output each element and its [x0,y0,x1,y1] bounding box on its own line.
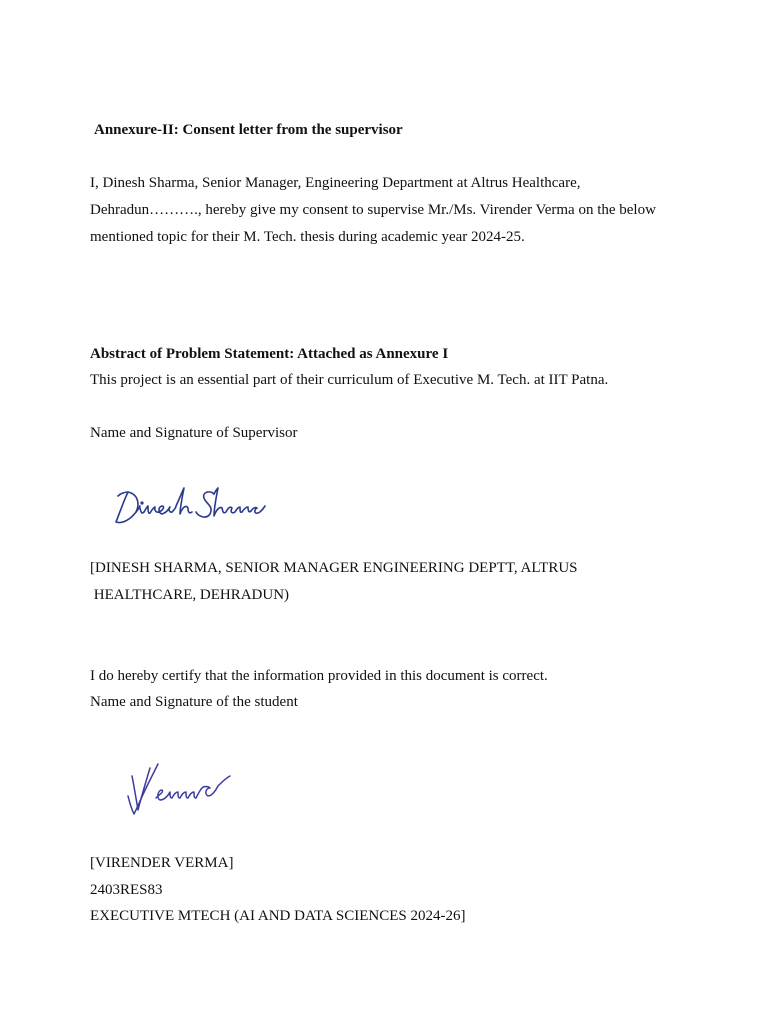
student-signature [122,758,237,822]
student-program: EXECUTIVE MTECH (AI AND DATA SCIENCES 2024-26] [90,908,466,924]
annexure-heading: Annexure-II: Consent letter from the supervisor [94,122,403,138]
consent-line-2: Dehradun………., hereby give my consent to supervise Mr./Ms. Virender Verma on the below [90,202,656,218]
student-signature-label: Name and Signature of the student [90,694,298,710]
supervisor-signature-label: Name and Signature of Supervisor [90,425,298,441]
supervisor-signature [110,480,270,530]
student-name: [VIRENDER VERMA] [90,855,234,871]
consent-line-3: mentioned topic for their M. Tech. thesis during academic year 2024-25. [90,229,525,245]
supervisor-details-line-2: HEALTHCARE, DEHRADUN) [90,587,290,603]
consent-line-1: I, Dinesh Sharma, Senior Manager, Engineering Department at Altrus Healthcare, [90,175,581,191]
student-roll-number: 2403RES83 [90,882,163,898]
abstract-text: This project is an essential part of their curriculum of Executive M. Tech. at IIT Patna. [90,372,609,388]
certify-text: I do hereby certify that the information provided in this document is correct. [90,668,548,684]
supervisor-details-line-1: [DINESH SHARMA, SENIOR MANAGER ENGINEERING DEPTT, ALTRUS [90,560,578,576]
abstract-heading: Abstract of Problem Statement: Attached as Annexure I [90,346,449,362]
